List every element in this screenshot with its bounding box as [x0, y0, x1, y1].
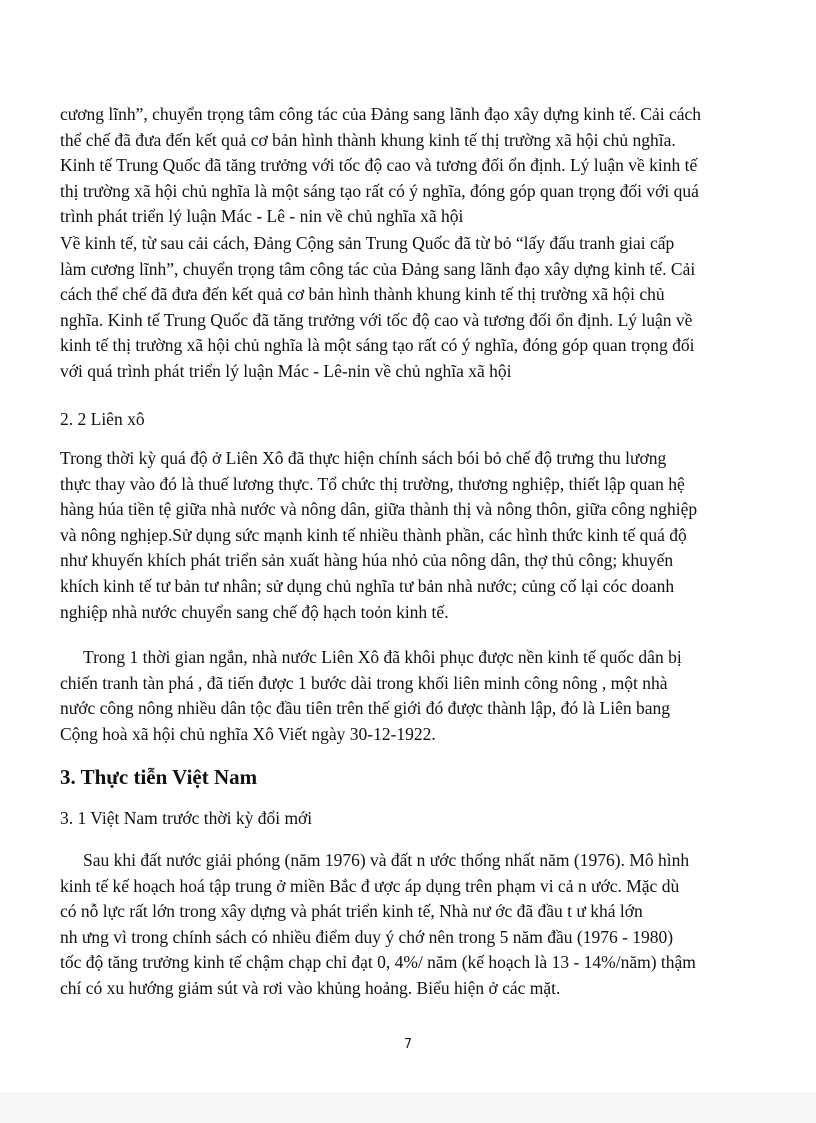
text-line: như khuyến khích phát triển sản xuất hàng húa nhỏ của nông dân, thợ thủ công; khuyến — [60, 550, 674, 571]
text-line: khích kinh tế tư bản tư nhân; sử dụng chủ nghĩa tư bản nhà nước; củng cố lại cóc doanh — [60, 575, 675, 596]
text-line: Trong 1 thời gian ngắn, nhà nước Liên Xô đã khôi phục được nền kinh tế quốc dân bị — [83, 647, 682, 667]
text-line: kinh tế kế hoạch hoá tập trung ở miền Bắc đ ược áp dụng trên phạm vi cả n ước. Mặc dù — [60, 875, 680, 896]
subheading-3-1: 3. 1 Việt Nam trước thời kỳ đổi mới — [60, 808, 313, 828]
paragraph-vietnam-pre-doimoi — [60, 848, 780, 1002]
subheading-2-2: 2. 2 Liên xô — [60, 409, 145, 429]
text-line: tốc độ tăng trưởng kinh tế chậm chạp chỉ đạt 0, 4%/ năm (kế hoạch là 13 - 14%/năm) thậm — [60, 952, 696, 973]
text-line: cương lĩnh”, chuyển trọng tâm công tác của Đảng sang lãnh đạo xây dựng kinh tế. Cải cách — [60, 104, 702, 124]
paragraph-soviet-recovery — [60, 645, 780, 747]
text-line: và nông nghịep.Sử dụng sức mạnh kinh tế nhiều thành phần, các hình thức kinh tế quá độ — [60, 524, 687, 545]
text-line: nước công nông nhiều dân tộc đầu tiên trên thế giới đó được thành lập, đó là Liên bang — [60, 698, 670, 719]
text-line: nh ưng vì trong chính sách có nhiều điểm duy ý chớ nên trong 5 năm đầu (1976 - 1980) — [60, 926, 674, 947]
text-line: Trong thời kỳ quá độ ở Liên Xô đã thực hiện chính sách bói bỏ chế độ trưng thu lương — [60, 448, 667, 468]
paragraph-soviet-policy — [60, 446, 780, 625]
text-line: làm cương lĩnh”, chuyển trọng tâm công tác của Đảng sang lãnh đạo xây dựng kinh tế. Cải — [60, 258, 696, 279]
text-line: với quá trình phát triển lý luận Mác - Lê-nin về chủ nghĩa xã hội — [60, 360, 512, 381]
text-line: chí có xu hướng giảm sút và rơi vào khủng hoảng. Biểu hiện ở các mặt. — [60, 977, 561, 998]
page-number: 7 — [403, 1037, 413, 1052]
page-bottom-margin — [0, 1092, 816, 1123]
paragraph-china-2 — [60, 231, 780, 385]
text-line: trình phát triển lý luận Mác - Lê - nin về chủ nghĩa xã hội — [60, 206, 464, 227]
text-line: thể chế đã đưa đến kết quả cơ bản hình thành khung kinh tế thị trường xã hội chủ nghĩa. — [60, 129, 676, 150]
text-line: cách thể chế đã đưa đến kết quả cơ bản hình thành khung kinh tế thị trường xã hội chủ — [60, 284, 665, 305]
text-line: thực thay vào đó là thuế lương thực. Tổ chức thị trường, thương nghiệp, thiết lập quan hệ — [60, 473, 685, 494]
text-line: Về kinh tế, từ sau cải cách, Đảng Cộng sản Trung Quốc đã từ bỏ “lấy đấu tranh giai cấp — [60, 233, 675, 253]
text-line: có nỗ lực rất lớn trong xây dựng và phát triển kinh tế, Nhà nư ớc đã đầu t ư khá lớn — [60, 901, 643, 922]
text-line: nghĩa. Kinh tế Trung Quốc đã tăng trưởng với tốc độ cao và tương đối ổn định. Lý luận về — [60, 309, 693, 330]
text-line: Sau khi đất nước giải phóng (năm 1976) và đất n ước thống nhất năm (1976). Mô hình — [83, 850, 690, 870]
text-line: thị trường xã hội chủ nghĩa là một sáng tạo rất có ý nghĩa, đóng góp quan trọng đối với quá — [60, 180, 699, 201]
paragraph-china-1 — [60, 102, 780, 230]
text-line: Cộng hoà xã hội chủ nghĩa Xô Viết ngày 30-12-1922. — [60, 723, 436, 744]
text-line: kinh tế thị trường xã hội chủ nghĩa là một sáng tạo rất có ý nghĩa, đóng góp quan trọng đối — [60, 335, 695, 356]
text-line: nghiệp nhà nước chuyển sang chế độ hạch toỏn kinh tế. — [60, 601, 449, 622]
text-line: chiến tranh tàn phá , đã tiến được 1 bước dài trong khối liên minh công nông , một nhà — [60, 672, 668, 693]
text-line: hàng húa tiền tệ giữa nhà nước và nông dân, giữa thành thị và nông thôn, giữa công nghiệp — [60, 499, 698, 520]
section-heading-3: 3. Thực tiễn Việt Nam — [60, 765, 258, 789]
text-line: Kinh tế Trung Quốc đã tăng trưởng với tốc độ cao và tương đối ổn định. Lý luận về kinh tế — [60, 155, 698, 176]
